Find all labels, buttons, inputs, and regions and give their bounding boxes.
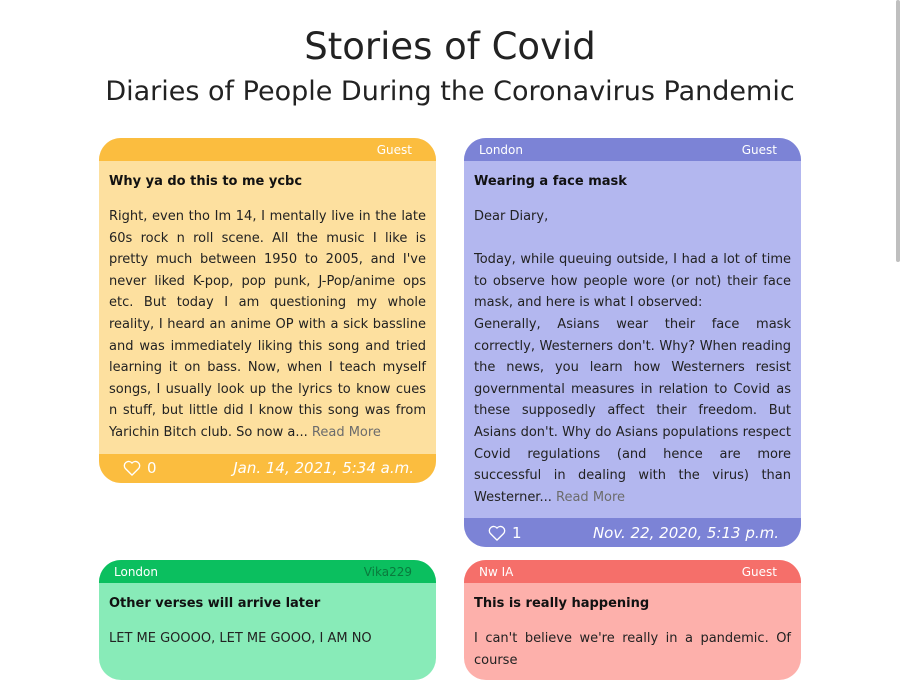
page-scrollbar[interactable] <box>896 0 900 262</box>
card-excerpt: Right, even tho Im 14, I mentally live in the late 60s rock n roll scene. All the music I like is pretty much between 1950 to 2005, and I've never liked K-pop, pop punk, J-Pop/anime ops etc. But today I am questioning my whole reality, I heard an anime OP with a sick bassline and was immediately liking this song and tried learning it on bass. Now, when I teach myself songs, I usually look up the lyrics to know cues n stuff, but little did I know this song was from Yarichin Bitch club. So now a... <box>109 209 426 440</box>
card-footer <box>464 518 801 547</box>
card-title[interactable]: Other verses will arrive later <box>109 596 321 611</box>
card-header <box>464 560 801 583</box>
card-title[interactable]: Why ya do this to me ycbc <box>109 174 303 189</box>
like-button[interactable] <box>488 524 522 542</box>
heart-icon[interactable] <box>123 460 141 476</box>
card-author[interactable]: Guest <box>741 564 777 579</box>
card-date: Jan. 14, 2021, 5:34 a.m. <box>233 459 414 478</box>
read-more-link[interactable]: Read More <box>311 424 381 440</box>
page-header <box>0 0 900 112</box>
card-date: Nov. 22, 2020, 5:13 p.m. <box>592 523 779 542</box>
story-card[interactable] <box>464 560 801 680</box>
card-location: London <box>479 142 523 157</box>
card-author[interactable]: Vika229 <box>363 564 412 579</box>
card-location: Nw IA <box>479 564 514 579</box>
card-author[interactable]: Guest <box>376 142 412 157</box>
card-header <box>99 560 436 583</box>
like-count: 1 <box>512 523 522 542</box>
card-text <box>474 206 791 508</box>
page-subtitle: Diaries of People During the Coronavirus Pandemic <box>105 76 795 107</box>
card-body <box>464 583 801 671</box>
card-text: LET ME GOOOO, LET ME GOOO, I AM NO <box>109 631 372 646</box>
story-card[interactable] <box>99 138 436 483</box>
card-body <box>99 583 436 650</box>
card-footer <box>99 454 436 483</box>
heart-icon[interactable] <box>488 525 506 541</box>
card-excerpt: Dear Diary, Today, while queuing outside, I had a lot of time to observe how people wore (or not) their face mask, and here is what I observed: Generally, Asians wear their face mask correctly, Westerners don't. Why? When reading the news, you learn how Westerners resist governmental measures in relation to Covid as these supposedly affect their freedom. But Asians don't. Why do Asians populations respect Covid regulations (and hence are more successful in dealing with the virus) than Westerner... <box>474 209 791 505</box>
card-text: I can't believe we're really in a pandemic. Of course <box>474 631 791 668</box>
card-header <box>99 138 436 161</box>
card-author[interactable]: Guest <box>741 142 777 157</box>
card-title[interactable]: Wearing a face mask <box>474 174 627 189</box>
card-title[interactable]: This is really happening <box>474 596 650 611</box>
card-header <box>464 138 801 161</box>
card-text <box>109 206 426 444</box>
read-more-link[interactable]: Read More <box>556 489 626 505</box>
story-card[interactable] <box>99 560 436 680</box>
card-location: London <box>114 564 158 579</box>
like-count: 0 <box>147 459 157 478</box>
card-body <box>99 161 436 444</box>
page-title: Stories of Covid <box>304 25 596 68</box>
like-button[interactable] <box>123 459 157 477</box>
card-body <box>464 161 801 508</box>
story-card[interactable] <box>464 138 801 547</box>
